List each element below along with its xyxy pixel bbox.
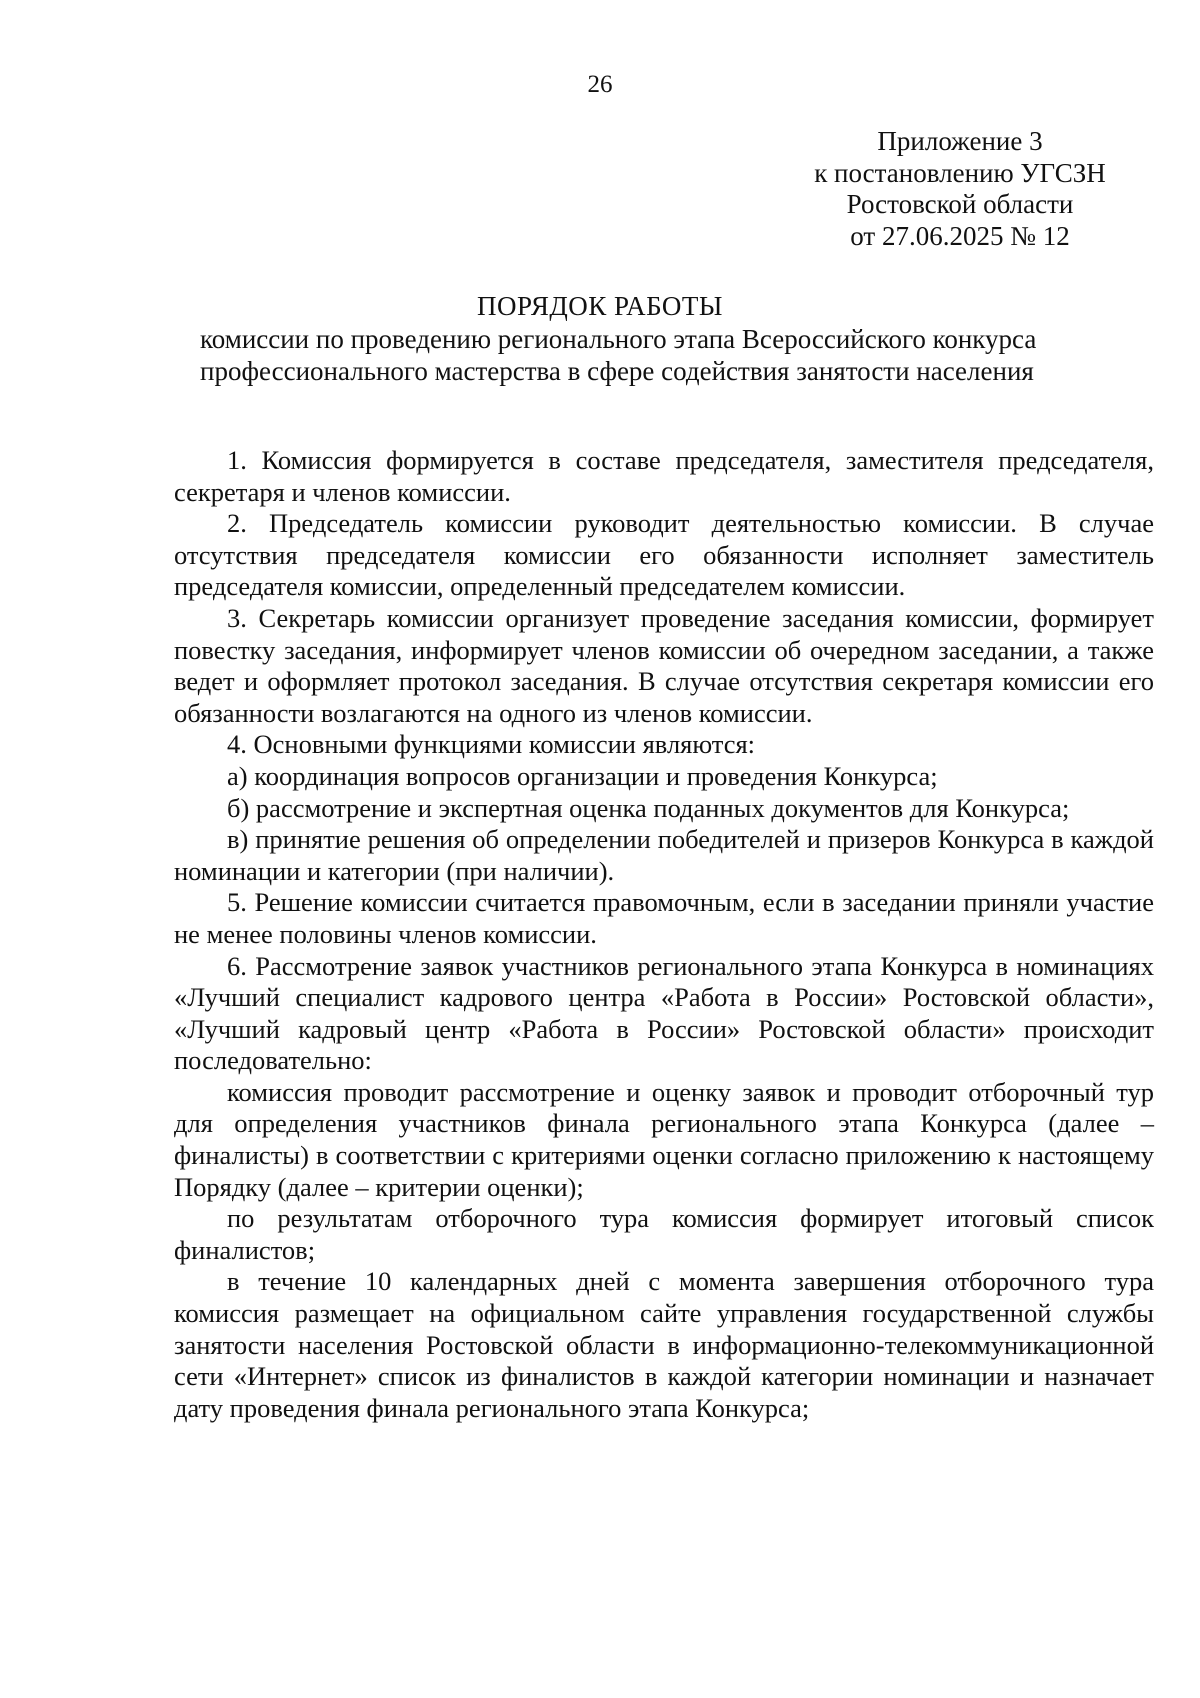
appendix-line: Приложение 3 [877, 126, 1043, 156]
appendix-header [760, 126, 1160, 252]
paragraph-5: 5. Решение комиссии считается правомочным, если в заседании приняли участие не менее половины членов комиссии. [174, 887, 1154, 949]
paragraph-4: 4. Основными функциями комиссии являются: [227, 729, 756, 760]
paragraph-6-step-2: по результатам отборочного тура комиссия формирует итоговый список финалистов; [174, 1203, 1154, 1265]
appendix-line: к постановлению УГСЗН [814, 157, 1106, 188]
list-item-v: в) принятие решения об определении победителей и призеров Конкурса в каждой номинации и категории (при наличии). [174, 824, 1154, 886]
page-number: 26 [587, 71, 613, 98]
subtitle-line: комиссии по проведению регионального этапа Всероссийского конкурса [200, 324, 1037, 354]
appendix-line: Ростовской области [846, 189, 1074, 219]
appendix-line: от 27.06.2025 № 12 [850, 220, 1070, 251]
list-item-b: б) рассмотрение и экспертная оценка поданных документов для Конкурса; [227, 792, 1070, 823]
paragraph-6-step-1: комиссия проводит рассмотрение и оценку заявок и проводит отборочный тур для определения участников финала регионального этапа Конкурса (далее – финалисты) в соответствии с критериями оценки согласно приложению к настоящему Порядку (далее – критерии оценки); [174, 1076, 1154, 1202]
title-block [200, 290, 1037, 387]
paragraph-3: 3. Секретарь комиссии организует проведение заседания комиссии, формирует повестку заседания, информирует членов комиссии об очередном заседании, а также ведет и оформляет протокол заседания. В случае отсутствия секретаря комиссии его обязанности возлагаются на одного из членов комиссии. [174, 602, 1154, 728]
document-title: ПОРЯДОК РАБОТЫ [477, 291, 723, 321]
paragraph-1: 1. Комиссия формируется в составе председателя, заместителя председателя, секретаря и членов комиссии. [174, 445, 1154, 507]
paragraph-2: 2. Председатель комиссии руководит деятельностью комиссии. В случае отсутствия председателя комиссии его обязанности исполняет заместитель председателя комиссии, определенный председателем комиссии. [174, 508, 1154, 602]
list-item-a: а) координация вопросов организации и проведения Конкурса; [227, 760, 938, 791]
paragraph-6: 6. Рассмотрение заявок участников регионального этапа Конкурса в номинациях «Лучший специалист кадрового центра «Работа в России» Ростовской области», «Лучший кадровый центр «Работа в России» Ростовской области» происходит последовательно: [174, 950, 1154, 1076]
document-body [174, 445, 1154, 1424]
document-subtitle [200, 323, 1037, 387]
paragraph-6-step-3: в течение 10 календарных дней с момента завершения отборочного тура комиссия размещает на официальном сайте управления государственной службы занятости населения Ростовской области в информационно-телекоммуникационной сети «Интернет» список из финалистов в каждой категории номинации и назначает дату проведения финала регионального этапа Конкурса; [174, 1266, 1154, 1423]
subtitle-line: профессионального мастерства в сфере содействия занятости населения [200, 356, 1034, 386]
